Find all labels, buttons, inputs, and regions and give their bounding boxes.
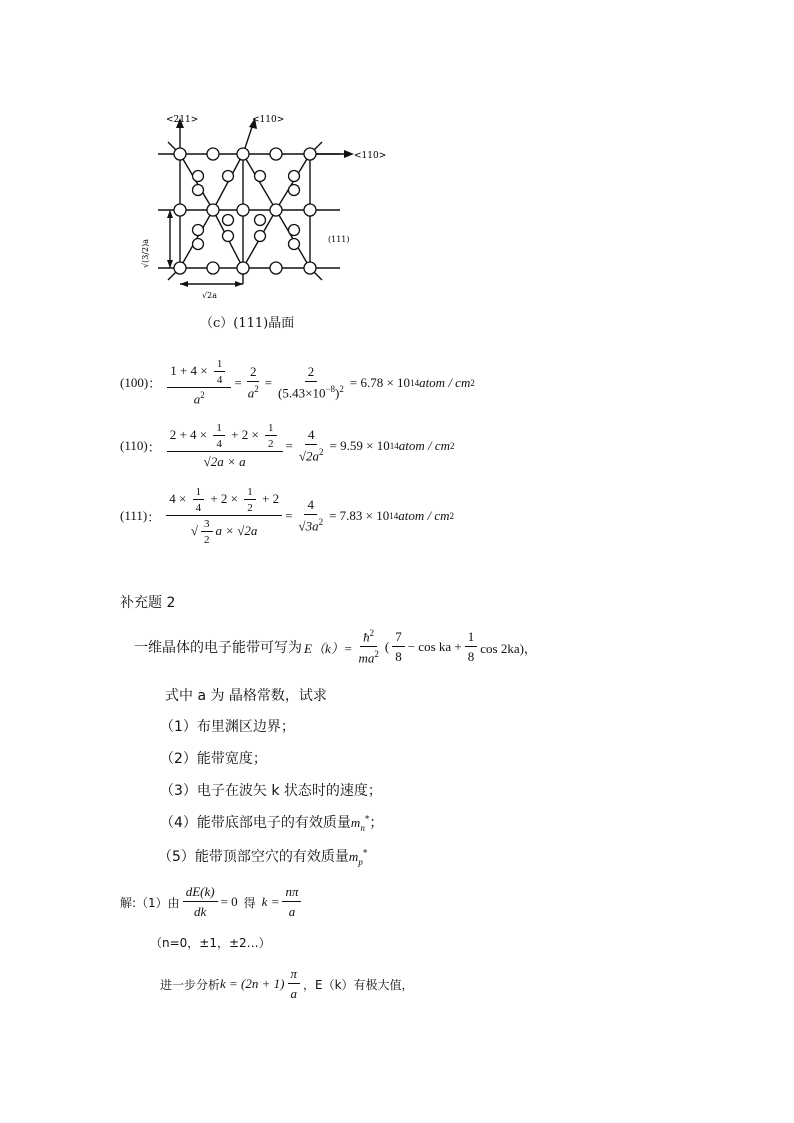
problem-heading: 补充题 2	[120, 595, 176, 611]
solution-line2: 进一步分析 k = (2n + 1) $\frac{\pi}{a}$ ，E（k）有极大值，	[160, 966, 414, 1001]
label-110-right: <110>	[354, 151, 387, 161]
problem-item-3: （3）电子在波矢 k 状态时的速度；	[160, 783, 382, 799]
crystal-plane-figure	[118, 108, 388, 304]
label-vert-dim: √(3/2)a	[141, 239, 150, 268]
problem-intro: 一维晶体的电子能带可写为 E（k）= $\frac{ħ^2}{ma^2}$ ( $\frac{7}{8}$ − cos ka + $\frac{1}{8}$ cos 2ka)，	[134, 628, 537, 666]
problem-item-4: （4）能带底部电子的有效质量$m_n^*$；	[160, 814, 384, 833]
formula-100: (100) ： 1 + 4 × $\frac{1}{4}$ $a^2$ = $\frac{2}{a^2}$ = $\frac{2}{(5.43\times 10^{-8})^2}$ = 6.78 × 10 14 atom / cm 2	[120, 358, 475, 407]
label-211: <211>	[166, 115, 199, 125]
problem-line2: 式中 a 为 晶格常数，试求	[165, 688, 327, 704]
problem-item-1: （1）布里渊区边界；	[160, 719, 295, 735]
label-111-plane: (111)	[328, 235, 350, 244]
formula-111: (111) ： 4 × $\frac{1}{4}$ + 2 × $\frac{1}{2}$ + 2 √ $\frac{3}{2}$ a × √2a = $\frac{4}{√3a^2}$ = 7.83 × 10 14 atom / cm 2	[120, 486, 455, 546]
label-horiz-dim: √2a	[202, 291, 217, 300]
solution-nvals: （n=0，±1，±2…）	[150, 936, 271, 950]
problem-item-5: （5）能带顶部空穴的有效质量$m_p^*$	[158, 848, 368, 867]
figure-caption: （c）(111)晶面	[200, 316, 295, 331]
solution-line1: 解:（1）由 $\frac{dE(k)}{dk}$ = 0 得 k = $\frac{n\pi}{a}$	[120, 884, 304, 920]
problem-item-2: （2）能带宽度；	[160, 751, 267, 767]
label-110-top: <110>	[252, 115, 285, 125]
formula-110: (110) ： 2 + 4 × $\frac{1}{4}$ + 2 × $\frac{1}{2}$ √2a × a = $\frac{4}{√2a^2}$ = 9.59 × 10 14 atom / cm 2	[120, 422, 455, 469]
